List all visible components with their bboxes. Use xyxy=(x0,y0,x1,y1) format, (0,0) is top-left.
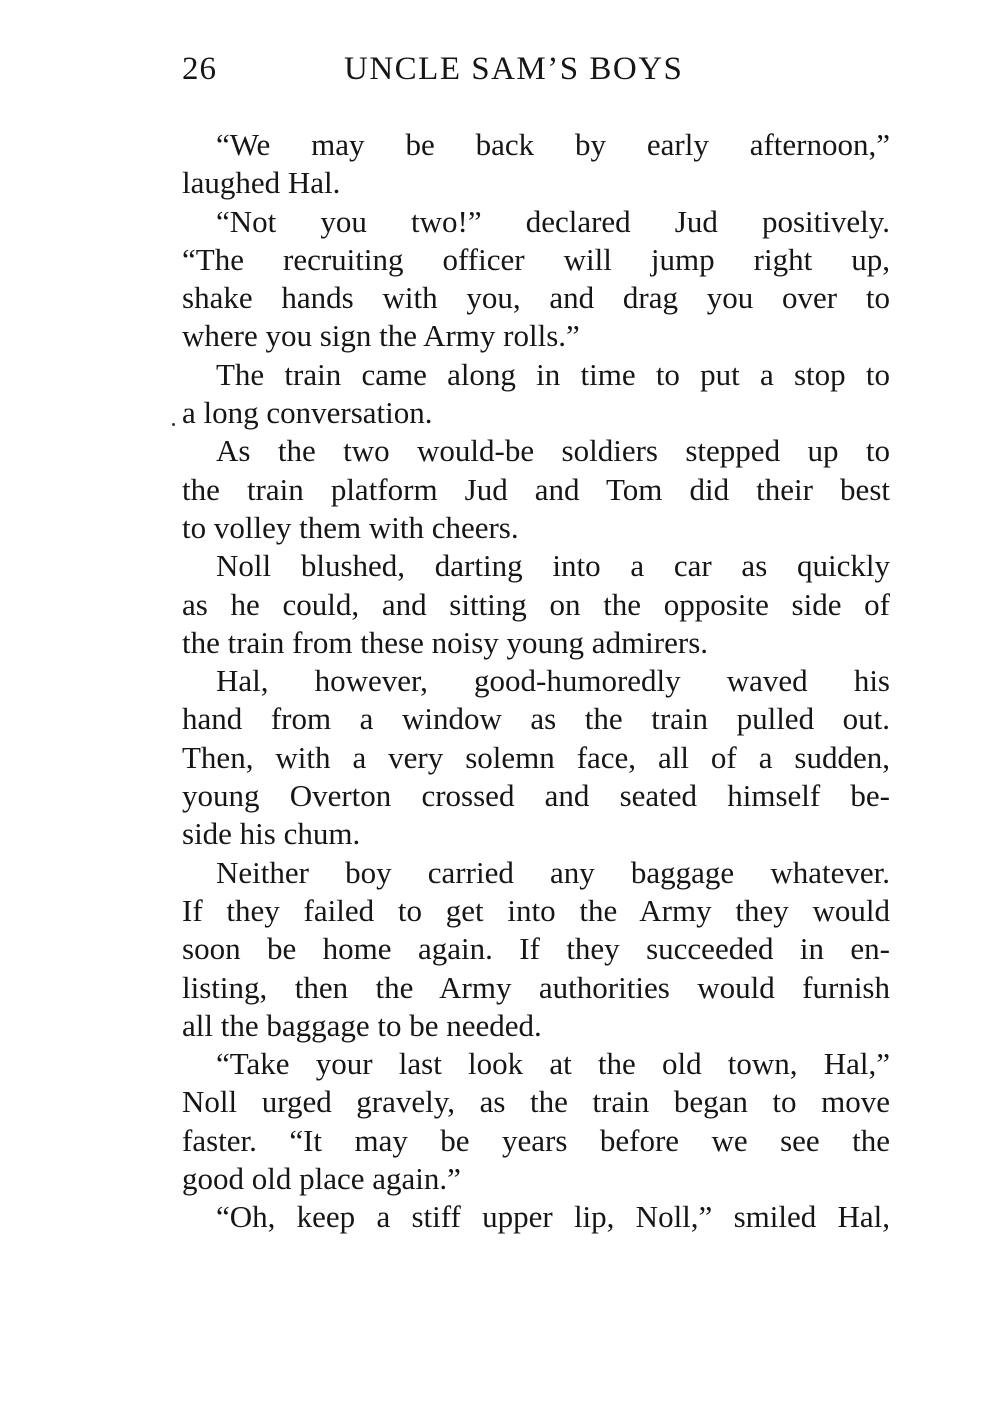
book-title: UNCLE SAM’S BOYS xyxy=(344,51,684,87)
text-line: a long conversation. xyxy=(182,395,433,431)
text-line: all the baggage to be needed. xyxy=(182,1007,542,1043)
text-line: as he could, and sitting on the opposite side of xyxy=(182,586,890,622)
paragraph xyxy=(182,1045,890,1198)
text-line: Noll urged gravely, as the train began to move xyxy=(182,1084,890,1120)
text-line: the train platform Jud and Tom did their best xyxy=(182,471,890,507)
text-line: to volley them with cheers. xyxy=(182,509,519,545)
text-line: soon be home again. If they succeeded in en- xyxy=(182,931,890,967)
paragraph xyxy=(182,126,890,203)
text-line: “Take your last look at the old town, Hal,” xyxy=(216,1046,890,1082)
stray-ink-mark xyxy=(172,423,175,426)
text-line: Hal, however, good-humoredly waved his xyxy=(216,663,890,699)
text-line: Noll blushed, darting into a car as quickly xyxy=(216,548,890,584)
text-line: As the two would-be soldiers stepped up to xyxy=(216,433,890,469)
text-line: hand from a window as the train pulled out. xyxy=(182,701,890,737)
text-line: listing, then the Army authorities would furnish xyxy=(182,969,890,1005)
text-line: laughed Hal. xyxy=(182,165,341,201)
text-line: Then, with a very solemn face, all of a sudden, xyxy=(182,739,890,775)
paragraph xyxy=(182,432,890,547)
text-line: where you sign the Army rolls.” xyxy=(182,318,580,354)
paragraph xyxy=(182,356,890,433)
text-line: good old place again.” xyxy=(182,1161,461,1197)
text-line: the train from these noisy young admirers. xyxy=(182,624,709,660)
text-line: faster. “It may be years before we see the xyxy=(182,1122,890,1158)
text-line: young Overton crossed and seated himself be- xyxy=(182,778,890,814)
text-line: Neither boy carried any baggage whatever. xyxy=(216,854,890,890)
page-number: 26 xyxy=(182,51,217,87)
paragraph xyxy=(182,854,890,1045)
running-head xyxy=(182,44,890,94)
text-line: “Not you two!” declared Jud positively. xyxy=(216,203,890,239)
text-line: If they failed to get into the Army they would xyxy=(182,892,890,928)
text-line: side his chum. xyxy=(182,816,361,852)
text-line: shake hands with you, and drag you over to xyxy=(182,280,890,316)
paragraph xyxy=(182,547,890,662)
text-line: “The recruiting officer will jump right up, xyxy=(182,241,890,277)
paragraph xyxy=(182,662,890,853)
text-line: “We may be back by early afternoon,” xyxy=(216,127,890,162)
body-text xyxy=(182,126,890,1237)
paragraph xyxy=(182,203,890,356)
text-line: “Oh, keep a stiff upper lip, Noll,” smiled Hal, xyxy=(216,1199,890,1235)
paragraph xyxy=(182,1198,890,1236)
text-line: The train came along in time to put a stop to xyxy=(216,356,890,392)
